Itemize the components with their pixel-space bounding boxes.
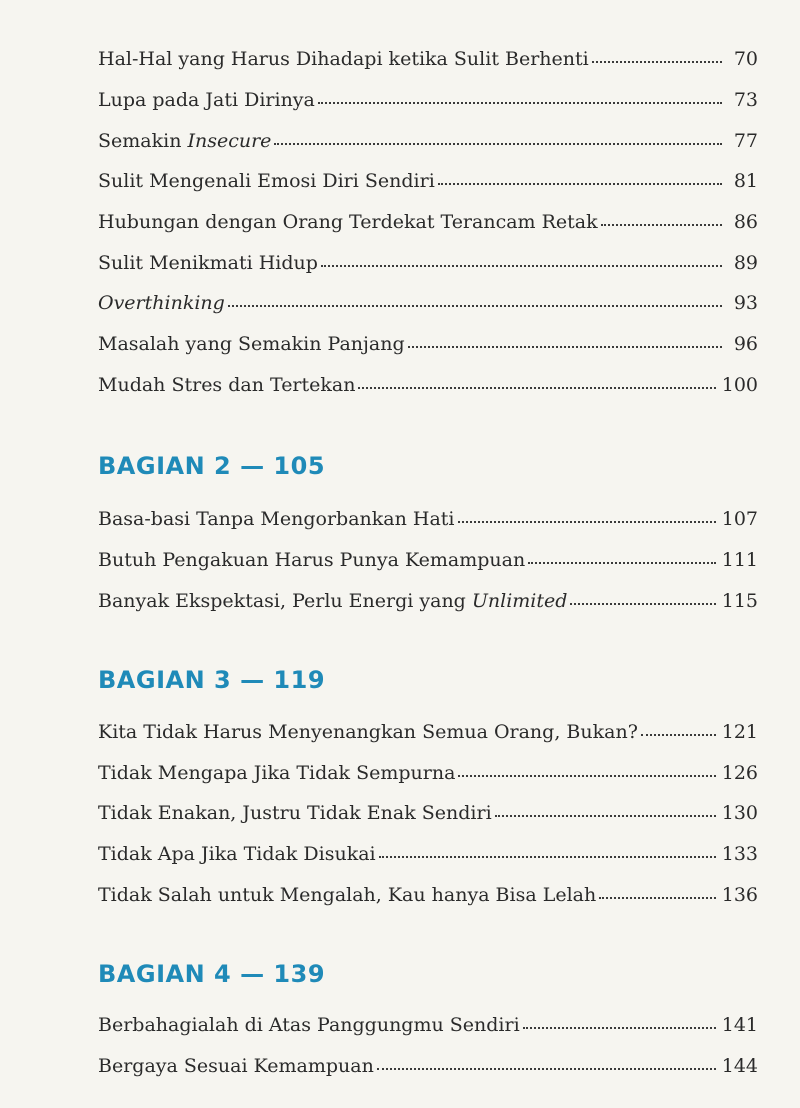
toc-leader [358,387,715,389]
toc-entry [98,376,758,395]
toc-leader [458,521,716,523]
toc-entry-page: 141 [721,1014,758,1036]
toc-entry-title: Basa-basi Tanpa Mengorbankan Hati [98,508,455,530]
toc-entry-title: Banyak Ekspektasi, Perlu Energi yang Unlimited [98,590,568,612]
toc-entry [98,294,758,313]
toc-leader [528,562,716,564]
toc-entry-page: 133 [721,843,758,865]
section-heading: BAGIAN 4 — 139 [98,960,326,988]
toc-entry-title: Semakin Insecure [98,130,272,152]
toc-entry-page: 130 [721,802,758,824]
toc-entry [98,213,758,232]
toc-entry [98,132,758,151]
toc-entry [98,254,758,273]
toc-entry-page: 121 [721,721,758,743]
toc-entry-page: 77 [733,130,758,152]
toc-entry-title: Overthinking [98,292,225,314]
toc-entry-page: 96 [733,333,758,355]
toc-entry-page: 100 [721,374,758,396]
toc-entry-title: Tidak Apa Jika Tidak Disukai [98,843,376,865]
toc-leader [523,1027,716,1029]
toc-entry-title: Berbahagialah di Atas Panggungmu Sendiri [98,1014,520,1036]
toc-leader [379,856,716,858]
toc-entry [98,723,758,742]
toc-entry-page: 144 [721,1055,758,1077]
toc-entry-title: Lupa pada Jati Dirinya [98,89,315,111]
toc-entry-page: 93 [733,292,758,314]
toc-entry-page: 111 [721,549,758,571]
toc-leader [377,1068,716,1070]
toc-leader [228,305,722,307]
toc-entry [98,886,758,905]
toc-entry [98,592,758,611]
toc-entry-title: Hal-Hal yang Harus Dihadapi ketika Sulit Berhenti [98,48,589,70]
toc-leader [495,815,716,817]
toc-entry [98,551,758,570]
toc-entry-page: 70 [733,48,758,70]
toc-leader [592,61,722,63]
toc-entry [98,510,758,529]
toc-entry [98,845,758,864]
toc-entry [98,172,758,191]
toc-entry-page: 81 [733,170,758,192]
toc-entry-page: 86 [733,211,758,233]
toc-leader [641,734,716,736]
toc-leader [408,346,722,348]
toc-entry [98,50,758,69]
toc-entry [98,335,758,354]
toc-leader [601,224,722,226]
toc-leader [274,143,722,145]
toc-entry-page: 89 [733,252,758,274]
toc-entry-page: 107 [721,508,758,530]
toc-entry-title: Tidak Mengapa Jika Tidak Sempurna [98,762,456,784]
toc-leader [458,775,715,777]
toc-leader [318,102,722,104]
toc-entry [98,764,758,783]
section-heading: BAGIAN 2 — 105 [98,452,326,480]
toc-entry [98,804,758,823]
toc-entry-title: Hubungan dengan Orang Terdekat Terancam Retak [98,211,598,233]
toc-entry-page: 126 [721,762,758,784]
toc-entry-title: Tidak Enakan, Justru Tidak Enak Sendiri [98,802,492,824]
toc-entry [98,1057,758,1076]
toc-entry-title: Sulit Mengenali Emosi Diri Sendiri [98,170,435,192]
section-heading: BAGIAN 3 — 119 [98,666,326,694]
toc-entry-page: 115 [721,590,758,612]
toc-entry-page: 73 [733,89,758,111]
toc-leader [438,183,722,185]
toc-entry-title: Bergaya Sesuai Kemampuan [98,1055,374,1077]
toc-leader [321,265,722,267]
toc-entry-title: Sulit Menikmati Hidup [98,252,318,274]
toc-entry-page: 136 [721,884,758,906]
toc-entry-title: Mudah Stres dan Tertekan [98,374,356,396]
toc-entry-title: Kita Tidak Harus Menyenangkan Semua Orang, Bukan? [98,721,638,743]
toc-leader [599,897,716,899]
toc-entry [98,91,758,110]
toc-entry-title: Butuh Pengakuan Harus Punya Kemampuan [98,549,526,571]
toc-leader [570,603,715,605]
toc-entry [98,1016,758,1035]
toc-entry-title: Tidak Salah untuk Mengalah, Kau hanya Bisa Lelah [98,884,597,906]
toc-entry-title: Masalah yang Semakin Panjang [98,333,405,355]
